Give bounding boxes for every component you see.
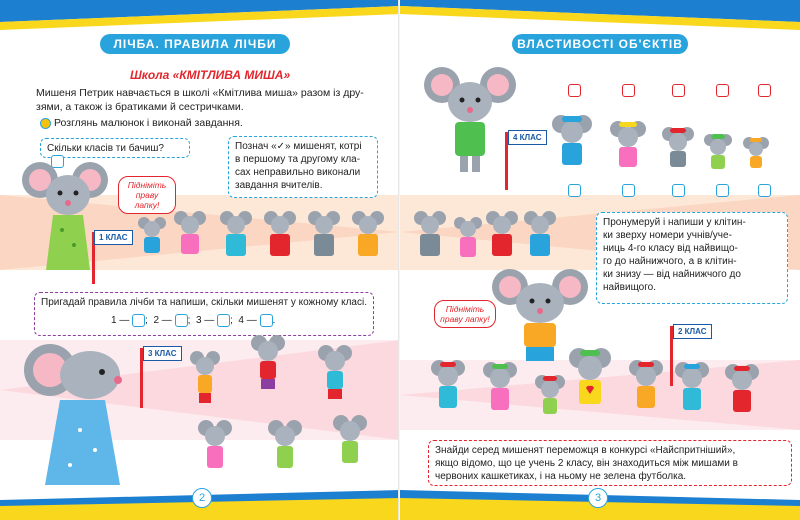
question-text: Скільки класів ти бачиш? [47,143,164,154]
flag-icon: 4 КЛАС [508,130,547,145]
page-title: Школа «КМІТЛИВА МИША» [130,68,291,82]
count-label: 1 — [111,315,130,327]
task-prompt-text: Розглянь малюнок і виконай завдання. [54,117,243,129]
page-number: 2 [192,488,212,508]
bubble-line: Підніміть [127,180,167,190]
count-sep: ; [230,315,233,327]
intro-line: Мишеня Петрик навчається в школі «Кмітлива миша» разом із дру- [36,87,364,99]
count-sep: ; [187,315,191,327]
recall-task-text: Пригадай правила лічби та напиши, скільки мишенят у кожному класі. [41,297,367,308]
bubble-line: праву лапку! [134,190,160,210]
flag-icon: 1 КЛАС [94,230,133,245]
count-label: 4 — [238,315,257,327]
page-number: 3 [588,488,608,508]
note-line: сах неправильно виконали [235,167,361,178]
count-sep: . [272,315,276,327]
task-line: ки зверху номери учнів/уче- [603,230,732,241]
right-page [400,0,800,520]
task-line: найвищого. [603,282,657,293]
count-label: 2 — [153,315,172,327]
flag-icon: 3 КЛАС [143,346,182,361]
flag-icon: 2 КЛАС [673,324,712,339]
task-line: ки знизу — від найнижчого до [603,269,741,280]
count-sep: ; [145,315,148,327]
bubble-line: праву лапку! [440,314,490,324]
task-line: Пронумеруй і напиши у клітин- [603,217,746,228]
winner-task-box [428,440,792,486]
section-header: ЛІЧБА. ПРАВИЛА ЛІЧБИ [100,34,290,54]
bubble-line: Підніміть [445,304,485,314]
task-line: го до найнижчого, а в клітин- [603,256,737,267]
section-header: ВЛАСТИВОСТІ ОБ'ЄКТІВ [512,34,688,54]
task-line: червоних кашкетиках, і на ньому не зелена футболка. [435,471,687,482]
task-line: ниць 4-го класу від найвищо- [603,243,738,254]
note-line: в першому та другому кла- [235,154,361,165]
count-label: 3 — [195,315,215,327]
task-line: якщо відомо, що це учень 2 класу, він знаходиться між мишами в [435,458,738,469]
note-line: Познач «✓» мишенят, котрі [235,141,362,152]
task-line: Знайди серед мишенят переможця в конкурсі «Найспритніший», [435,445,736,456]
note-line: завдання вчителів. [235,180,323,191]
intro-line: зями, а також із братиками й сестричками. [36,101,244,113]
